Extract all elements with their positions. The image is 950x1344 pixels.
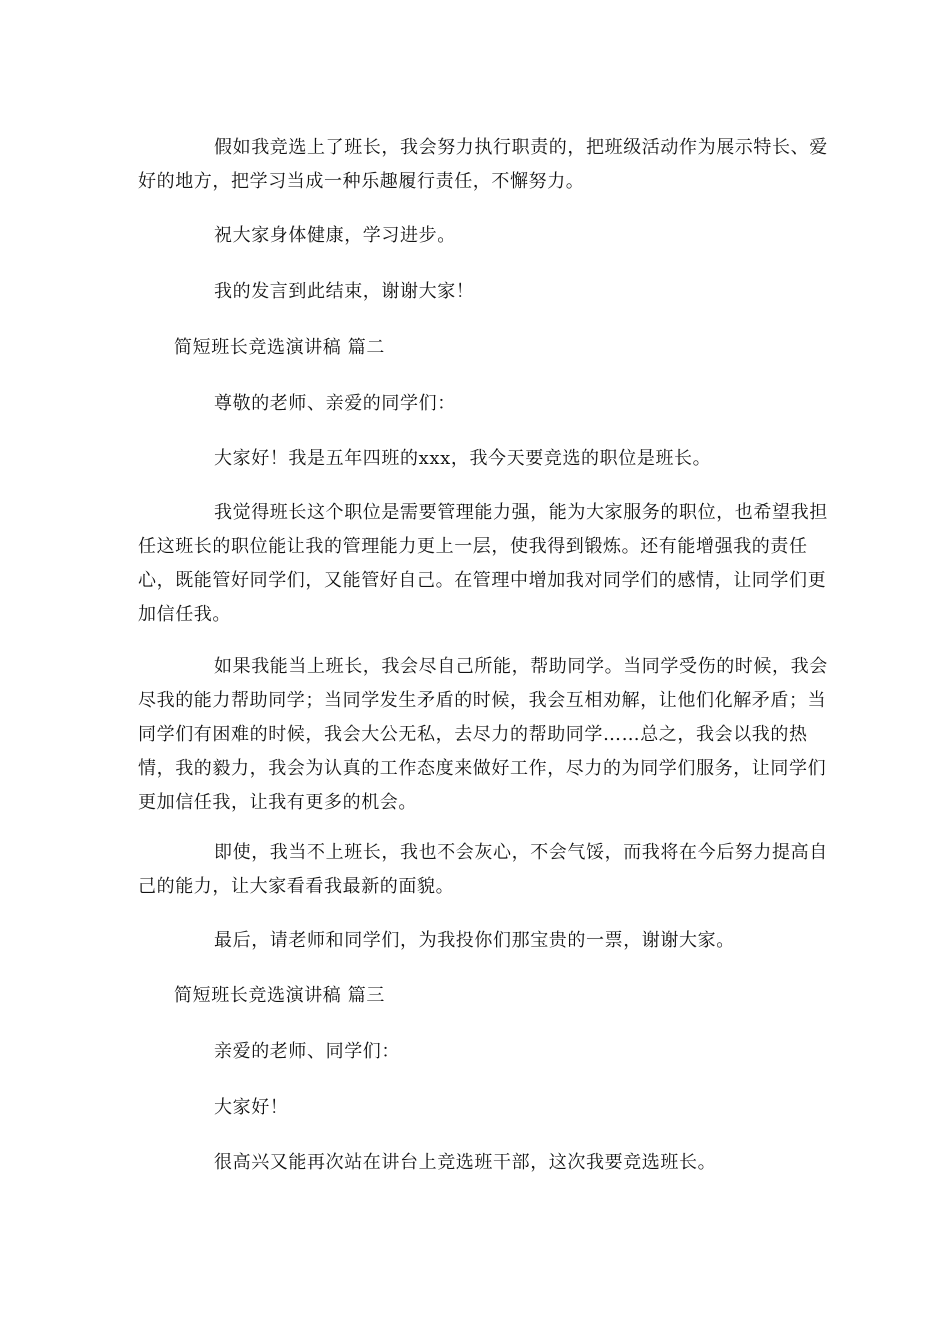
paragraph-wishes: 祝大家身体健康，学习进步。 bbox=[214, 225, 456, 246]
paragraph-vote-request: 最后，请老师和同学们，为我投你们那宝贵的一票，谢谢大家。 bbox=[214, 930, 735, 951]
section-heading-part-three: 简短班长竞选演讲稿 篇三 bbox=[174, 985, 385, 1006]
paragraph-salutation-three: 亲爱的老师、同学们： bbox=[214, 1041, 400, 1062]
paragraph-greeting-two: 大家好！我是五年四班的xxx，我今天要竞选的职位是班长。 bbox=[214, 448, 712, 469]
section-heading-part-two: 简短班长竞选演讲稿 篇二 bbox=[174, 337, 385, 358]
paragraph-salutation-two: 尊敬的老师、亲爱的同学们： bbox=[214, 393, 456, 414]
paragraph-help-classmates: 如果我能当上班长，我会尽自己所能，帮助同学。当同学受伤的时候，我会尽我的能力帮助同学；当同学发生矛盾的时候，我会互相劝解，让他们化解矛盾；当同学们有困难的时候，我会大公无私，去尽力的帮助同学……总之，我会以我的热情，我的毅力，我会为认真的工作态度来做好工作，尽力的为同学们服务，让同学们更加信任我，让我有更多的机会。 bbox=[138, 656, 828, 813]
paragraph-position-reason: 我觉得班长这个职位是需要管理能力强，能为大家服务的职位，也希望我担任这班长的职位能让我的管理能力更上一层，使我得到锻炼。还有能增强我的责任心，既能管好同学们，又能管好自己。在管理中增加我对同学们的感情，让同学们更加信任我。 bbox=[138, 502, 828, 625]
paragraph-greeting-three: 大家好！ bbox=[214, 1097, 289, 1118]
paragraph-closing: 我的发言到此结束，谢谢大家！ bbox=[214, 281, 475, 302]
paragraph-opening-three: 很高兴又能再次站在讲台上竞选班干部，这次我要竞选班长。 bbox=[214, 1152, 717, 1173]
paragraph-campaign-promise: 假如我竞选上了班长，我会努力执行职责的，把班级活动作为展示特长、爱好的地方，把学习当成一种乐趣履行责任，不懈努力。 bbox=[138, 137, 828, 192]
paragraph-if-not-elected: 即使，我当不上班长，我也不会灰心，不会气馁，而我将在今后努力提高自己的能力，让大家看看我最新的面貌。 bbox=[138, 842, 828, 897]
